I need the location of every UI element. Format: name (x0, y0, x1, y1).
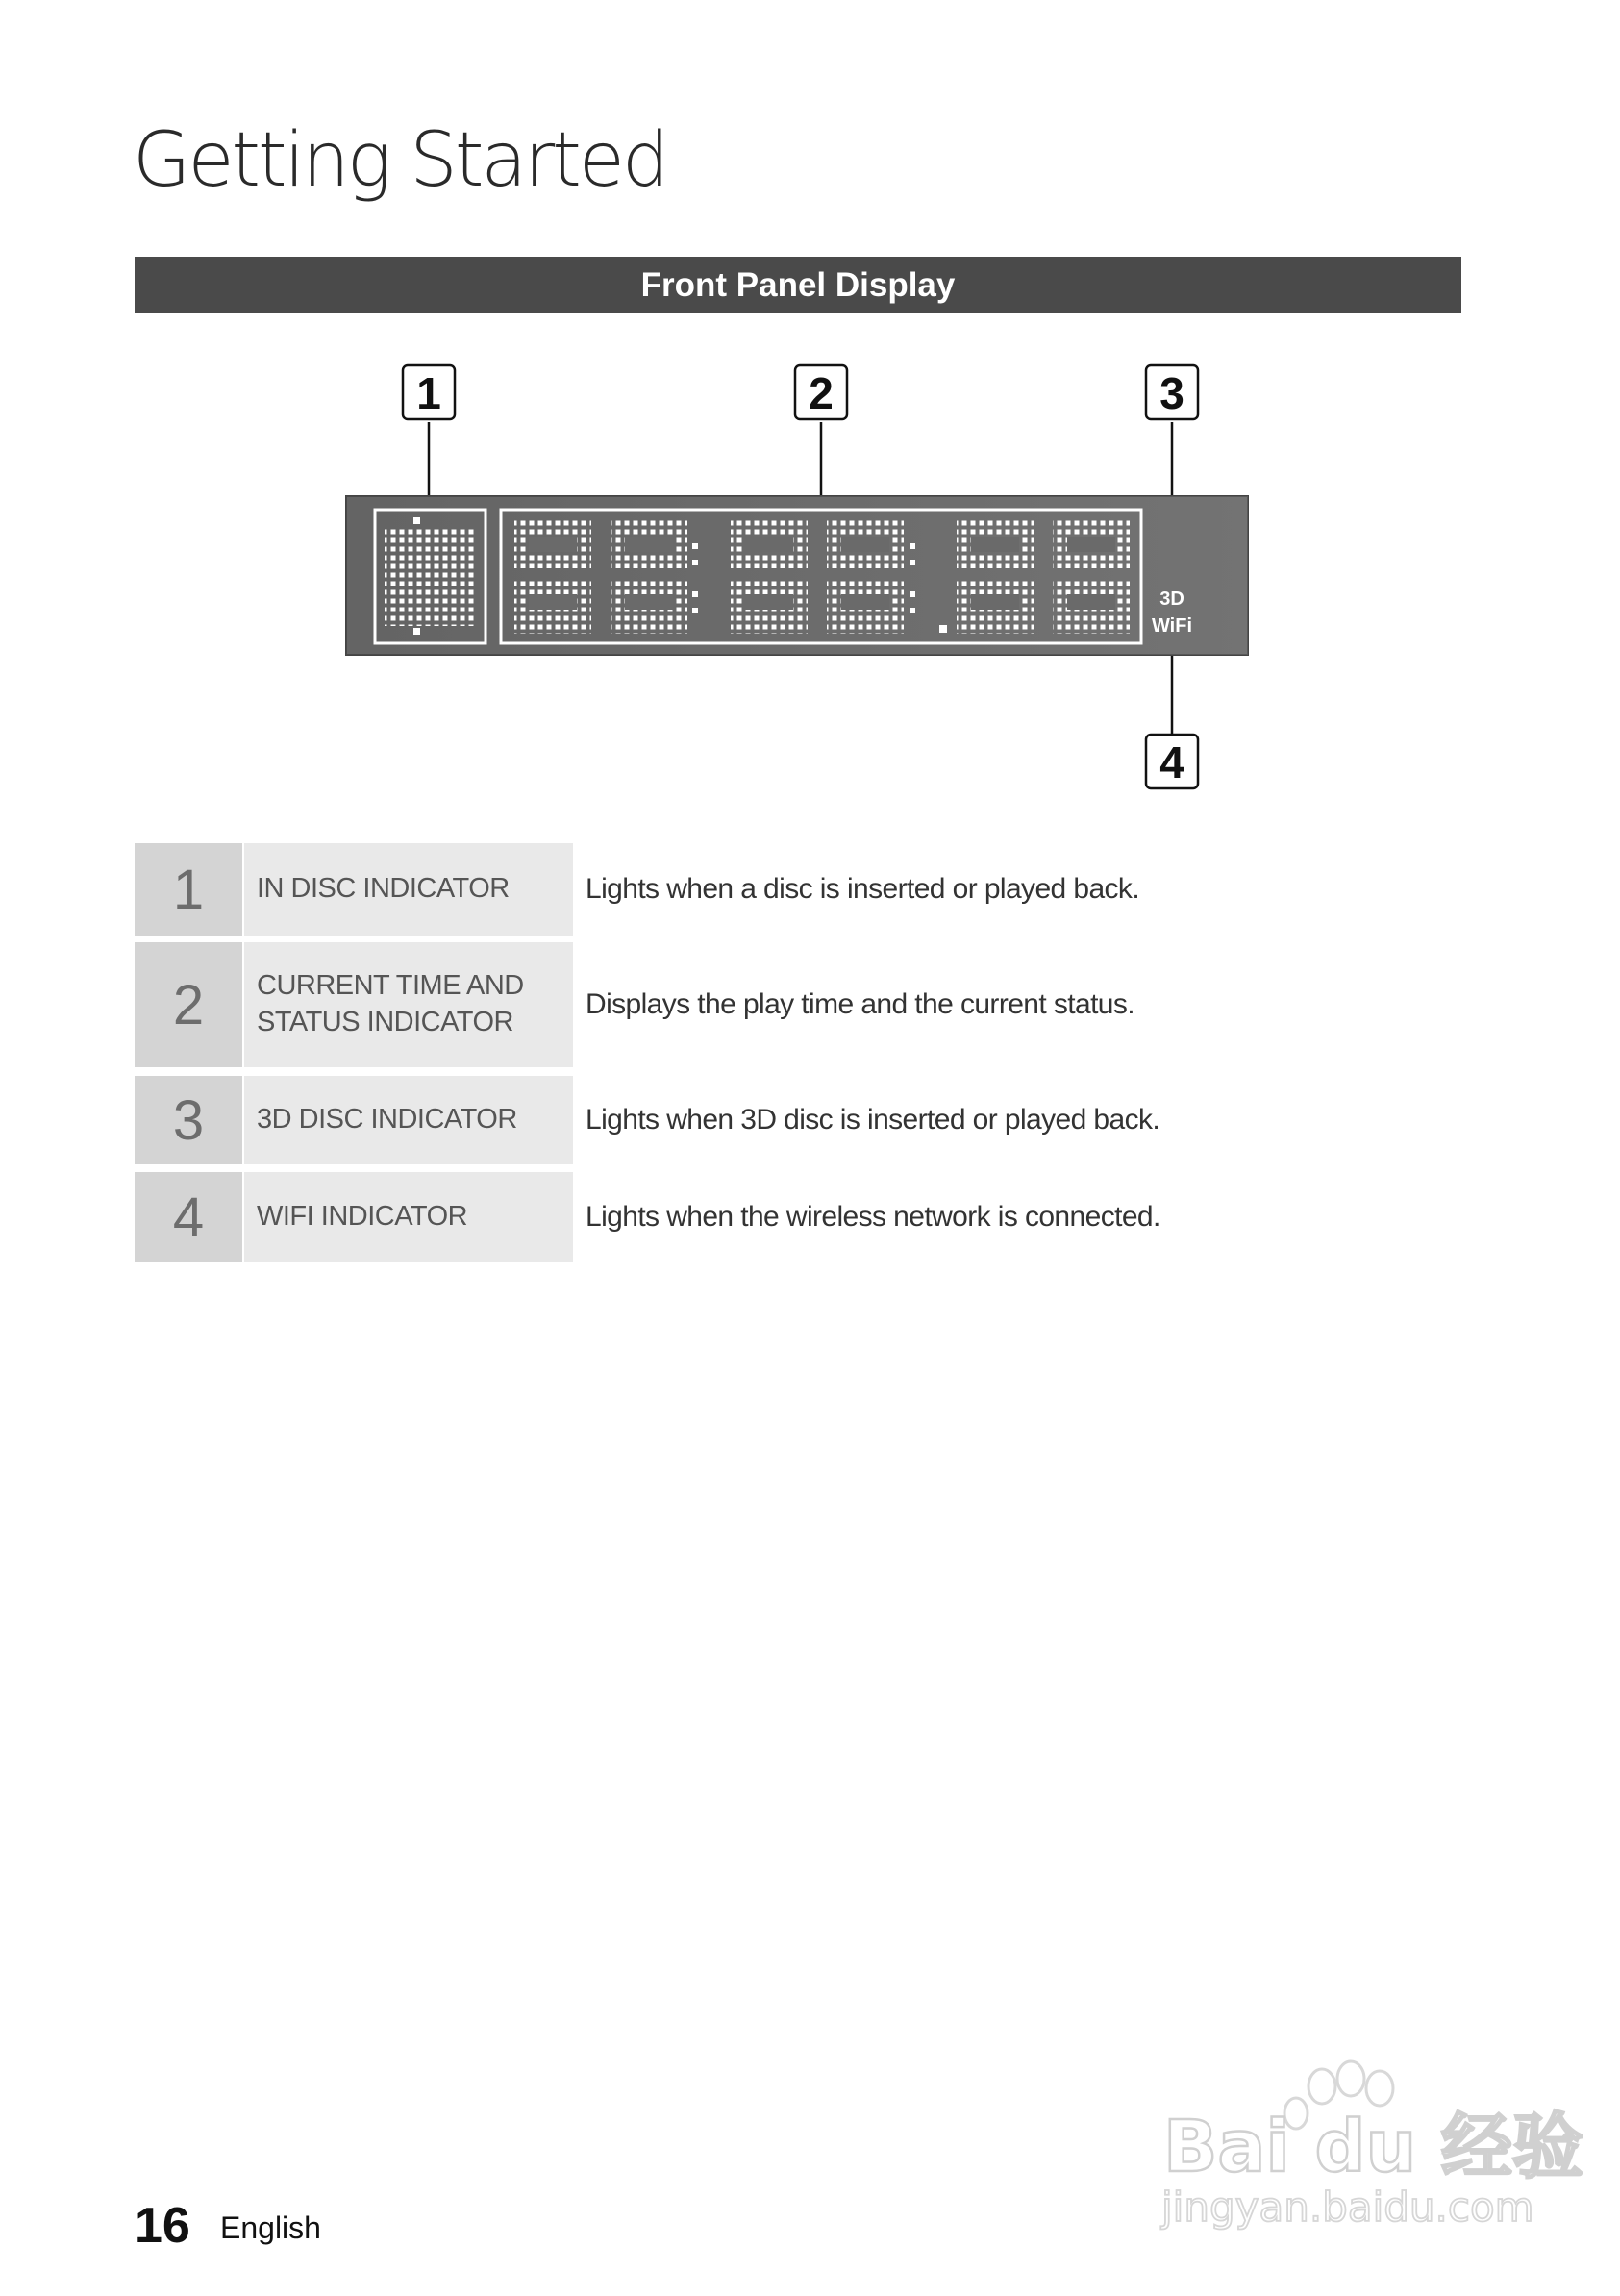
callout-1 (403, 365, 455, 419)
svg-text:2: 2 (809, 368, 834, 418)
table-row (135, 843, 1461, 936)
row-number: 2 (135, 942, 242, 1067)
row-label: IN DISC INDICATOR (244, 843, 573, 936)
wifi-indicator-label: WiFi (1151, 615, 1193, 636)
watermark-url: jingyan.baidu.com (1161, 2184, 1534, 2231)
row-number: 1 (135, 843, 242, 936)
row-number: 3 (135, 1076, 242, 1164)
row-label: WIFI INDICATOR (244, 1172, 573, 1262)
svg-text:3: 3 (1159, 368, 1184, 418)
table-row (135, 942, 1461, 1067)
3d-indicator-label: 3D (1159, 588, 1184, 610)
callout-3 (1146, 365, 1198, 419)
row-description: Displays the play time and the current status. (586, 988, 1135, 1020)
row-description: Lights when the wireless network is connected. (586, 1201, 1160, 1233)
svg-text:4: 4 (1159, 737, 1184, 787)
page-number: 16 (135, 2198, 190, 2254)
baidu-watermark (1154, 2058, 1583, 2250)
watermark-brand: Bai du 经验 (1163, 2106, 1583, 2188)
row-description: Lights when a disc is inserted or played back. (586, 873, 1140, 905)
table-row (135, 1172, 1461, 1262)
svg-text:1: 1 (416, 368, 441, 418)
row-number: 4 (135, 1172, 242, 1262)
page-title: Getting Started (133, 117, 667, 204)
page-language: English (220, 2210, 321, 2245)
row-label: CURRENT TIME AND STATUS INDICATOR (244, 942, 573, 1067)
row-description: Lights when 3D disc is inserted or played back. (586, 1104, 1160, 1136)
row-label: 3D DISC INDICATOR (244, 1076, 573, 1164)
table-row (135, 1076, 1461, 1164)
callout-4 (1146, 735, 1198, 788)
front-panel-diagram (0, 0, 1620, 865)
section-header: Front Panel Display (135, 257, 1461, 313)
callout-2 (795, 365, 847, 419)
